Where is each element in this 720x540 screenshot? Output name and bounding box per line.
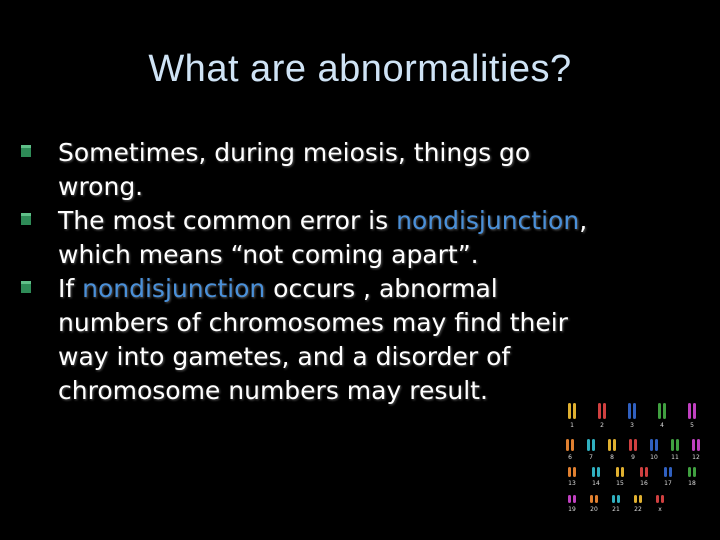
chromosome-pair [629, 439, 637, 461]
chromosome [629, 439, 632, 451]
chromosome [568, 495, 571, 503]
chromosome-pair [658, 403, 666, 429]
chromosome-number-label: 9 [631, 454, 635, 461]
chromosome-number-label: 8 [610, 454, 614, 461]
chromosome [568, 467, 571, 477]
chromosome [693, 403, 696, 419]
chromosome-pair [612, 495, 620, 513]
square-bullet-icon [20, 212, 32, 226]
chromosome-pair [568, 495, 576, 513]
chromosome [650, 439, 653, 451]
chromosome-pair [587, 439, 595, 461]
chromosome-pair [590, 495, 598, 513]
chromosome [676, 439, 679, 451]
chromosome-number-label: 21 [612, 506, 620, 513]
chromosome [573, 403, 576, 419]
chromosome [634, 439, 637, 451]
chromosome [656, 495, 659, 503]
bullet-text: If [58, 274, 83, 303]
chromosome [661, 495, 664, 503]
chromosome-pair [592, 467, 600, 487]
chromosome [587, 439, 590, 451]
chromosome [573, 495, 576, 503]
bullet-list [20, 136, 700, 408]
chromosome-pair [688, 467, 696, 487]
chromosome [639, 495, 642, 503]
chromosome [621, 467, 624, 477]
chromosome-number-label: x [658, 506, 662, 513]
chromosome-pair [628, 403, 636, 429]
chromosome-pair [568, 403, 576, 429]
chromosome [573, 467, 576, 477]
chromosome-pair [656, 495, 664, 513]
chromosome [697, 439, 700, 451]
chromosome [616, 467, 619, 477]
chromosome-number-label: 12 [692, 454, 700, 461]
bullet-item [20, 136, 700, 204]
chromosome-pair [616, 467, 624, 487]
chromosome [664, 467, 667, 477]
chromosome-number-label: 17 [664, 480, 672, 487]
chromosome-number-label: 7 [589, 454, 593, 461]
chromosome-pair [608, 439, 616, 461]
highlighted-term: nondisjunction [82, 274, 266, 303]
chromosome-number-label: 2 [600, 422, 604, 429]
chromosome-number-label: 20 [590, 506, 598, 513]
chromosome [568, 403, 571, 419]
chromosome-pair [568, 467, 576, 487]
chromosome-pair [598, 403, 606, 429]
chromosome-number-label: 10 [650, 454, 658, 461]
chromosome-number-label: 3 [630, 422, 634, 429]
chromosome [597, 467, 600, 477]
karyotype-image [560, 395, 710, 525]
chromosome-number-label: 4 [660, 422, 664, 429]
chromosome-pair [640, 467, 648, 487]
bullet-line: numbers of chromosomes may find their [58, 308, 568, 337]
bullet-line: way into gametes, and a disorder of [58, 342, 511, 371]
chromosome [669, 467, 672, 477]
chromosome-pair [566, 439, 574, 461]
bullet-text: occurs , abnormal [265, 274, 498, 303]
chromosome-number-label: 19 [568, 506, 576, 513]
chromosome-number-label: 5 [690, 422, 694, 429]
chromosome-number-label: 15 [616, 480, 624, 487]
chromosome [598, 403, 601, 419]
chromosome-number-label: 18 [688, 480, 696, 487]
bullet-line: which means “not coming apart”. [58, 240, 479, 269]
bullet-line: chromosome numbers may result. [58, 376, 488, 405]
chromosome [566, 439, 569, 451]
chromosome-number-label: 6 [568, 454, 572, 461]
chromosome [612, 495, 615, 503]
chromosome-pair [688, 403, 696, 429]
bullet-text: The most common error is [58, 206, 397, 235]
chromosome [640, 467, 643, 477]
page-title: What are abnormalities? [148, 48, 572, 90]
chromosome-number-label: 11 [671, 454, 679, 461]
chromosome [571, 439, 574, 451]
chromosome-pair [671, 439, 679, 461]
highlighted-term: nondisjunction [396, 206, 580, 235]
chromosome [655, 439, 658, 451]
chromosome [671, 439, 674, 451]
chromosome [658, 403, 661, 419]
chromosome [692, 439, 695, 451]
chromosome-number-label: 1 [570, 422, 574, 429]
bullet-line: wrong. [58, 172, 144, 201]
chromosome [608, 439, 611, 451]
chromosome-pair [634, 495, 642, 513]
chromosome-number-label: 13 [568, 480, 576, 487]
chromosome [688, 403, 691, 419]
chromosome-number-label: 16 [640, 480, 648, 487]
bullet-item [20, 204, 700, 272]
bullet-text: , [579, 206, 588, 235]
chromosome-number-label: 14 [592, 480, 600, 487]
chromosome [688, 467, 691, 477]
chromosome-pair [650, 439, 658, 461]
chromosome [592, 439, 595, 451]
chromosome-number-label: 22 [634, 506, 642, 513]
chromosome-pair [692, 439, 700, 461]
chromosome [645, 467, 648, 477]
chromosome [628, 403, 631, 419]
chromosome [693, 467, 696, 477]
chromosome [613, 439, 616, 451]
bullet-line: Sometimes, during meiosis, things go [58, 138, 531, 167]
bullet-item [20, 272, 700, 408]
chromosome-pair [664, 467, 672, 487]
chromosome [663, 403, 666, 419]
square-bullet-icon [20, 144, 32, 158]
chromosome [634, 495, 637, 503]
chromosome [595, 495, 598, 503]
chromosome [590, 495, 593, 503]
chromosome [592, 467, 595, 477]
chromosome [633, 403, 636, 419]
chromosome [617, 495, 620, 503]
square-bullet-icon [20, 280, 32, 294]
chromosome [603, 403, 606, 419]
